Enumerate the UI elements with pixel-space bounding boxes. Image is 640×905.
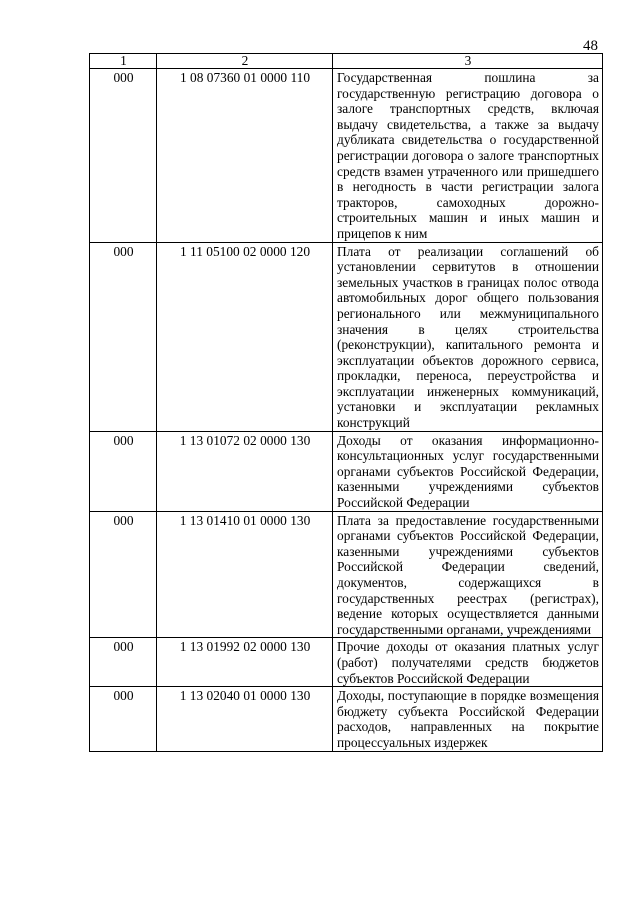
revenue-name-cell: Плата за предоставление государственными органами субъектов Российской Федерации, казенными учреждениями субъектов Российской Федерации сведений, документов, содержащихся в государственных реестрах (регистрах), ведение которых осуществляется данными государственными органами, учреждениями <box>333 511 603 638</box>
revenue-name-cell: Государственная пошлина за государственную регистрацию договора о залоге транспортных средств, включая выдачу свидетельства, а также за выдачу дубликата свидетельства о государственной регистрации договора о залоге транспортных средств взамен утраченного или пришедшего в негодность в части регистрации залога тракторов, самоходных дорожно-строительных машин и иных машин и прицепов к ним <box>333 69 603 243</box>
page-number: 48 <box>583 38 598 54</box>
admin-code-cell: 000 <box>90 69 157 243</box>
admin-code-cell: 000 <box>90 511 157 638</box>
revenue-code-cell: 1 13 01992 02 0000 130 <box>157 638 333 687</box>
table-header-row <box>90 54 603 69</box>
revenue-codes-table <box>89 53 603 752</box>
revenue-code-cell: 1 08 07360 01 0000 110 <box>157 69 333 243</box>
revenue-name-cell: Плата от реализации соглашений об установлении сервитутов в отношении земельных участков в границах полос отвода автомобильных дорог общего пользования регионального или межмуниципального значения в целях строительства (реконструкции), капитального ремонта и эксплуатации объектов дорожного сервиса, прокладки, переноса, переустройства и эксплуатации инженерных коммуникаций, установки и эксплуатации рекламных конструкций <box>333 242 603 431</box>
admin-code-cell: 000 <box>90 431 157 511</box>
column-header-3: 3 <box>333 54 603 69</box>
revenue-code-cell: 1 11 05100 02 0000 120 <box>157 242 333 431</box>
table-row <box>90 511 603 638</box>
revenue-code-cell: 1 13 02040 01 0000 130 <box>157 687 333 751</box>
table-row <box>90 638 603 687</box>
column-header-2: 2 <box>157 54 333 69</box>
table-row <box>90 687 603 751</box>
admin-code-cell: 000 <box>90 242 157 431</box>
revenue-code-cell: 1 13 01072 02 0000 130 <box>157 431 333 511</box>
column-header-1: 1 <box>90 54 157 69</box>
revenue-name-cell: Доходы, поступающие в порядке возмещения бюджету субъекта Российской Федерации расходов, направленных на покрытие процессуальных издержек <box>333 687 603 751</box>
table-row <box>90 242 603 431</box>
admin-code-cell: 000 <box>90 638 157 687</box>
table-row <box>90 431 603 511</box>
table-row <box>90 69 603 243</box>
revenue-name-cell: Доходы от оказания информационно-консультационных услуг государственными органами субъектов Российской Федерации, казенными учреждениями субъектов Российской Федерации <box>333 431 603 511</box>
revenue-name-cell: Прочие доходы от оказания платных услуг (работ) получателями средств бюджетов субъектов Российской Федерации <box>333 638 603 687</box>
admin-code-cell: 000 <box>90 687 157 751</box>
revenue-code-cell: 1 13 01410 01 0000 130 <box>157 511 333 638</box>
